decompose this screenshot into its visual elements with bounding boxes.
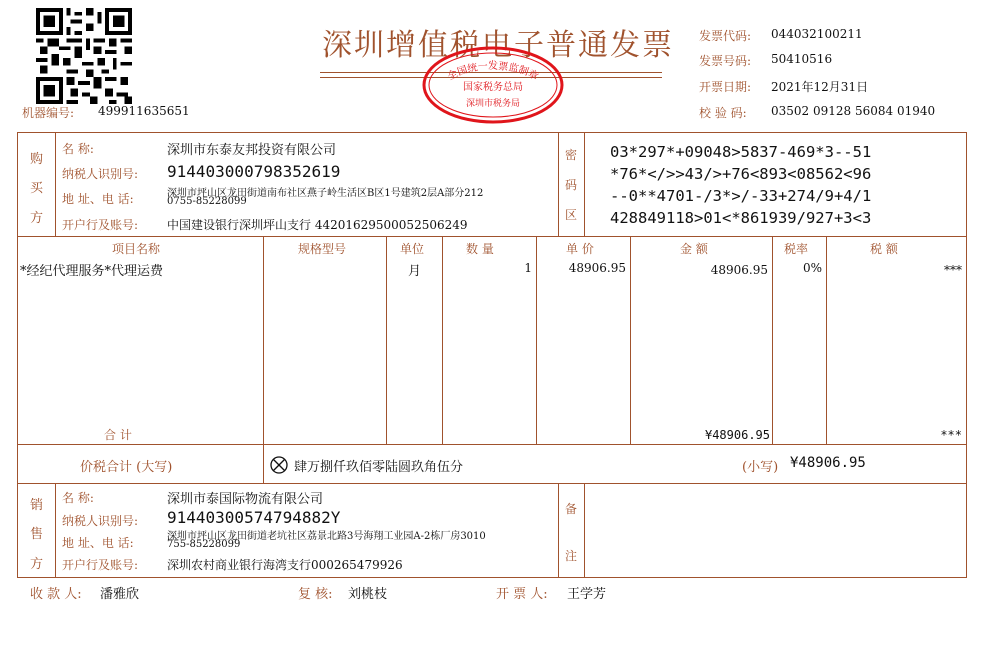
item-amount: 48906.95 [710,263,768,277]
divider [558,483,559,577]
seller-address-label: 地 址、电 话: [62,536,134,550]
cipher-side-label: 密 [565,148,578,162]
col-header-amount: 金 额 [680,242,708,256]
buyer-bank: 中国建设银行深圳坪山支行 44201629500052506249 [167,218,468,232]
col-header-spec: 规格型号 [298,242,347,256]
check-code: 03502 09128 56084 01940 [771,104,936,118]
col-header-name: 项目名称 [112,242,161,256]
item-name: *经纪代理服务*代理运费 [20,264,164,279]
frame-left [17,132,18,577]
seller-bank: 深圳农村商业银行海湾支行000265479926 [167,558,403,572]
invoice-no: 50410516 [771,52,833,66]
subtotal-amount: ¥48906.95 [704,428,770,442]
item-qty: 1 [524,261,532,275]
item-rate: 0% [802,261,822,275]
machine-no-label: 机器编号: [22,106,75,120]
divider [263,236,264,444]
frame-right [966,132,967,577]
divider [386,236,387,444]
frame-line [17,483,967,484]
divider [584,132,585,236]
col-header-rate: 税率 [784,242,809,256]
invoice-no-label: 发票号码: [699,54,752,68]
buyer-tax-id-label: 纳税人识别号: [62,167,139,181]
item-tax: *** [944,263,962,277]
issue-date: 2021年12月31日 [771,80,869,94]
remarks-side-label: 备 [565,502,578,516]
check-code-label: 校 验 码: [699,106,747,120]
seller-name-label: 名 称: [62,491,94,505]
machine-no: 499911635651 [98,104,190,118]
issuer-name: 王学芳 [567,587,607,602]
frame-line [17,444,967,445]
qr-code [36,8,132,104]
seller-side-label: 销 [30,498,44,513]
issuer-label: 开 票 人: [496,587,548,602]
buyer-address: 深圳市坪山区龙田街道南布社区燕子岭生活区B区1号建筑2层A部分212 [167,188,484,199]
total-label: 价税合计 (大写) [80,460,173,475]
seller-name: 深圳市泰国际物流有限公司 [167,492,324,507]
seller-address: 深圳市坪山区龙田街道老坑社区荔景北路3号海翔工业园A-2栋厂房3010 [167,531,486,542]
divider [55,483,56,577]
total-upper: 肆万捌仟玖佰零陆圆玖角伍分 [294,460,464,475]
issue-date-label: 开票日期: [699,80,752,94]
divider [442,236,443,444]
seal-bottom-text: 深圳市税务局 [465,99,521,109]
buyer-side-label: 买 [30,181,44,196]
seller-tax-id: 91440300574794882Y [167,508,341,527]
subtotal-label: 合 计 [104,428,132,442]
seller-tax-id-label: 纳税人识别号: [62,514,139,528]
frame-line [17,236,967,237]
subtotal-tax: *** [940,428,962,442]
payee-label: 收 款 人: [30,587,82,602]
seller-bank-label: 开户行及账号: [62,558,139,572]
buyer-address-label: 地 址、电 话: [62,192,134,206]
cipher-line: --0**4701-/3*>/-33+274/9+4/1 [610,187,872,205]
divider [55,132,56,236]
cipher-side-label: 区 [565,208,578,222]
svg-text:全国统一发票监制章 [445,59,541,83]
invoice-code: 044032100211 [771,27,863,41]
divider [558,132,559,236]
divider [536,236,537,444]
cipher-side-label: 码 [565,178,578,192]
buyer-side-label: 方 [30,211,44,226]
col-header-unit: 单位 [400,242,425,256]
cipher-line: 03*297*+09048>5837-469*3--51 [610,143,872,161]
col-header-qty: 数 量 [466,242,494,256]
buyer-phone: 0755-85228099 [167,196,247,207]
buyer-tax-id: 914403000798352619 [167,162,341,181]
total-lower-label: (小写) [742,460,779,475]
divider [772,236,773,444]
cipher-line: 428849118>01<*861939/927+3<3 [610,209,872,227]
reviewer-label: 复 核: [298,587,333,602]
invoice-title: 深圳增值税电子普通发票 [322,28,674,63]
frame-bottom [17,577,967,578]
payee-name: 潘雅欣 [100,587,140,602]
buyer-name: 深圳市东泰友邦投资有限公司 [167,143,337,158]
remarks-side-label: 注 [565,549,578,563]
official-seal-stamp [422,46,564,124]
invoice-code-label: 发票代码: [699,29,752,43]
seal-top-text: 全国统一发票监制章 [446,61,540,83]
buyer-name-label: 名 称: [62,142,94,156]
col-header-price: 单 价 [566,242,594,256]
divider [263,444,264,483]
reviewer-name: 刘桃枝 [348,587,388,602]
item-unit: 月 [408,264,422,279]
seal-mid-text: 国家税务总局 [463,82,523,93]
seller-phone: 755-85228099 [167,539,241,550]
item-price: 48906.95 [568,261,626,275]
divider [630,236,631,444]
divider [584,483,585,577]
frame-top [17,132,967,133]
seller-side-label: 售 [30,527,44,542]
seller-side-label: 方 [30,557,44,572]
buyer-bank-label: 开户行及账号: [62,218,139,232]
cipher-line: *76*</>>43/>+76<893<08562<96 [610,165,872,183]
circle-x-icon [270,456,288,474]
total-lower: ¥48906.95 [790,455,866,471]
col-header-tax: 税 额 [870,242,898,256]
divider [826,236,827,444]
buyer-side-label: 购 [30,152,44,167]
